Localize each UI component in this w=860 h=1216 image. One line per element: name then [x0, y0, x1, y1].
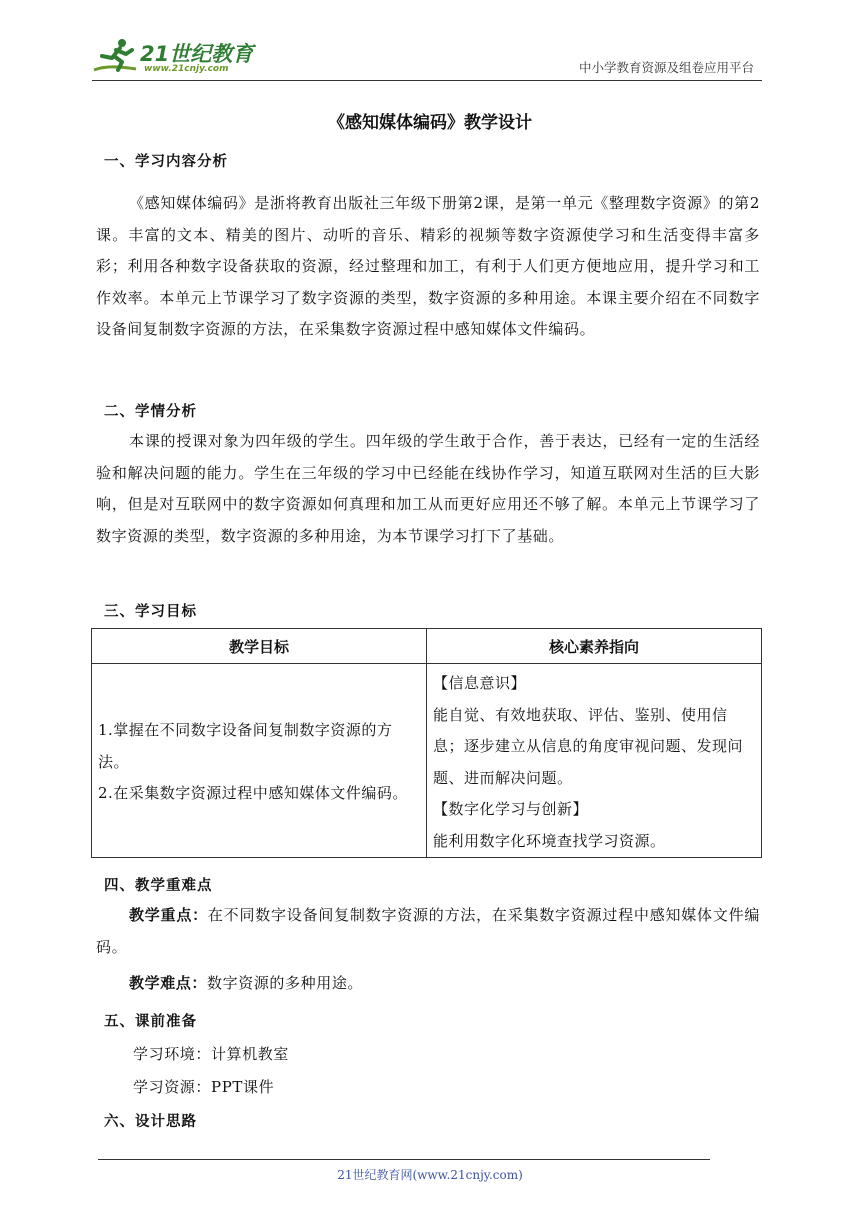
teaching-difficulty-paragraph — [96, 968, 760, 1000]
literacy-title: 【信息意识】 — [433, 674, 527, 692]
section-heading-preparation: 五、课前准备 — [104, 1014, 197, 1030]
runner-logo-icon — [92, 36, 140, 78]
column-header-teaching-goals: 教学目标 — [92, 629, 427, 664]
site-logo — [92, 36, 262, 78]
content-analysis-paragraph: 《感知媒体编码》是浙将教育出版社三年级下册第2课，是第一单元《整理数字资源》的第2课。丰富的文本、精美的图片、动听的音乐、精彩的视频等数字资源使学习和生活变得丰富多彩；利用各种数字设备获取的资源，经过整理和加工，有利于人们更方便地应用，提升学习和工作效率。本单元上节课学习了数字资源的类型，数字资源的多种用途。本课主要介绍在不同数字设备间复制数字资源的方法，在采集数字资源过程中感知媒体文件编码。 — [96, 194, 760, 338]
document-title: 《感知媒体编码》教学设计 — [328, 113, 532, 133]
table-row — [92, 664, 762, 858]
literacy-text: 能自觉、有效地获取、评估、鉴别、使用信息；逐步建立从信息的角度审视问题、发现问题、进而解决问题。 — [433, 705, 744, 787]
goal-item: 2.在采集数字资源过程中感知媒体文件编码。 — [98, 784, 408, 803]
section-heading-design-ideas: 六、设计思路 — [104, 1114, 197, 1130]
logo-text: 21世纪教育 — [140, 42, 254, 66]
goal-item: 1.掌握在不同数字设备间复制数字资源的方法。 — [98, 721, 393, 771]
learning-environment: 学习环境：计算机教室 — [133, 1045, 290, 1063]
literacy-text: 能利用数字化环境查找学习资源。 — [433, 831, 666, 850]
section-heading-student-analysis: 二、学情分析 — [104, 404, 197, 420]
section-heading-content-analysis: 一、学习内容分析 — [104, 154, 228, 170]
focus-text: 在不同数字设备间复制数字资源的方法，在采集数字资源过程中感知媒体文件编码。 — [96, 906, 760, 956]
teaching-goals-cell — [92, 664, 427, 858]
page-header — [92, 30, 762, 81]
table-header-row — [92, 629, 762, 664]
teaching-focus-paragraph — [96, 900, 760, 963]
student-analysis-paragraph: 本课的授课对象为四年级的学生。四年级的学生敢于合作，善于表达，已经有一定的生活经验和解决问题的能力。学生在三年级的学习中已经能在线协作学习，知道互联网对生活的巨大影响，但是对互联网中的数字资源如何真理和加工从而更好应用还不够了解。本单元上节课学习了数字资源的类型，数字资源的多种用途，为本节课学习打下了基础。 — [96, 432, 760, 545]
learning-resources: 学习资源：PPT课件 — [133, 1078, 275, 1096]
difficulty-label: 教学难点： — [129, 974, 208, 992]
footer-text: 21世纪教育网(www.21cnjy.com) — [337, 1168, 523, 1182]
section-heading-learning-goals: 三、学习目标 — [104, 604, 197, 620]
core-literacy-cell — [427, 664, 762, 858]
header-platform-text: 中小学教育资源及组卷应用平台 — [578, 60, 754, 75]
focus-label: 教学重点： — [129, 906, 208, 924]
footer-divider — [98, 1159, 710, 1160]
logo-url: www.21cnjy.com — [144, 64, 229, 74]
section-heading-key-points: 四、教学重难点 — [104, 878, 213, 894]
difficulty-text: 数字资源的多种用途。 — [207, 974, 364, 992]
column-header-core-literacy: 核心素养指向 — [427, 629, 762, 664]
learning-goals-table — [91, 628, 762, 858]
literacy-title: 【数字化学习与创新】 — [433, 800, 589, 818]
